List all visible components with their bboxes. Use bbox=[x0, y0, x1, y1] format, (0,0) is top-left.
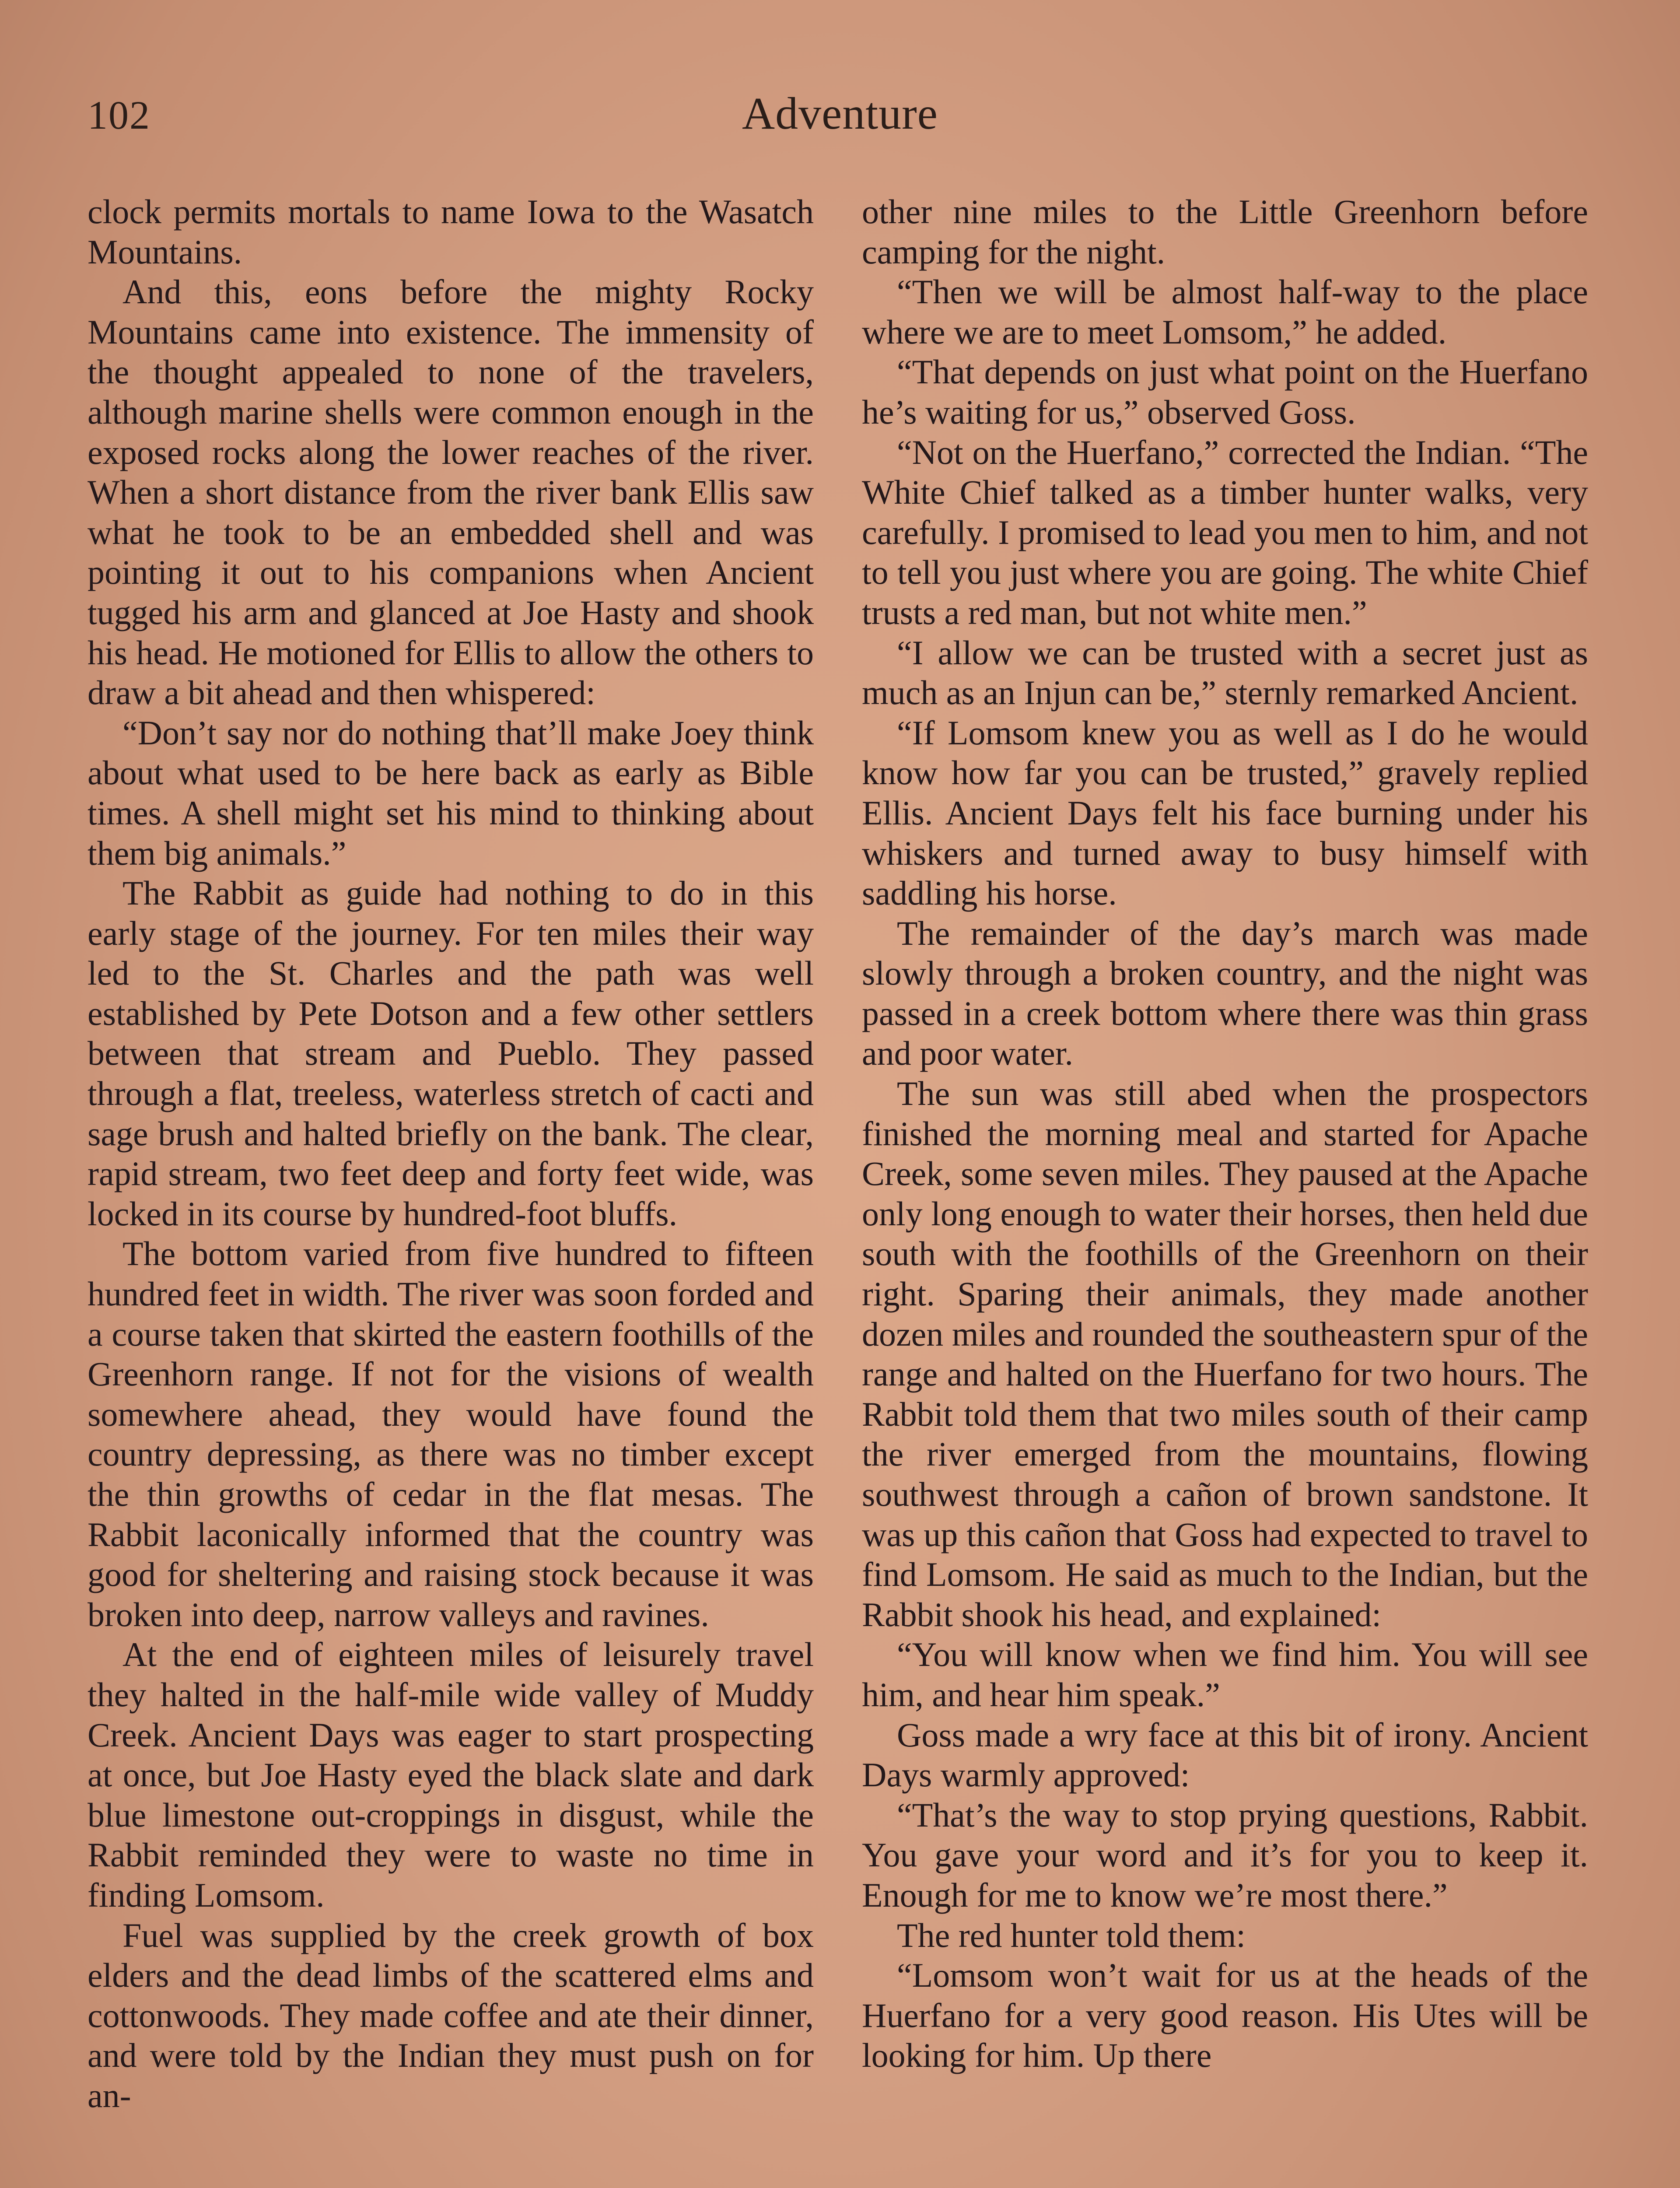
left-column bbox=[88, 192, 814, 2116]
paragraph: “Lomsom won’t wait for us at the heads of the Huerfano for a very good reason. His Utes will be looking for him. Up there bbox=[862, 1956, 1588, 2075]
paragraph: Fuel was supplied by the creek growth of box elders and the dead limbs of the scattered elms and cottonwoods. They made coffee and ate their dinner, and were told by the Indian they must push on for an- bbox=[88, 1916, 814, 2114]
page-number: 102 bbox=[88, 93, 150, 137]
paragraph: The bottom varied from five hundred to fifteen hundred feet in width. The river was soon forded and a course taken that skirted the eastern foothills of the Greenhorn range. If not for the visions of wealth somewhere ahead, they would have found the country depressing, as there was no timber except the thin growths of cedar in the flat mesas. The Rabbit laconically informed that the country was good for sheltering and raising stock because it was broken into deep, narrow valleys and ravines. bbox=[88, 1234, 814, 1634]
paragraph: The sun was still abed when the prospectors finished the morning meal and started for Apache Creek, some seven miles. They paused at the Apache only long enough to water their horses, then held due south with the foothills of the Greenhorn on their right. Sparing their animals, they made another dozen miles and rounded the southeastern spur of the range and halted on the Huerfano for two hours. The Rabbit told them that two miles south of their camp the river emerged from the mountains, flowing southwest through a cañon of brown sandstone. It was up this cañon that Goss had expected to travel to find Lomsom. He said as much to the Indian, but the Rabbit shook his head, and explained: bbox=[862, 1074, 1588, 1634]
paragraph: “You will know when we find him. You will see him, and hear him speak.” bbox=[862, 1635, 1588, 1714]
running-title: Adventure bbox=[742, 88, 938, 139]
paragraph: “Don’t say nor do nothing that’ll make Joey think about what used to be here back as early as Bible times. A shell might set his mind to thinking about them big animals.” bbox=[88, 713, 814, 872]
paragraph: At the end of eighteen miles of leisurely travel they halted in the half-mile wide valley of Muddy Creek. Ancient Days was eager to start prospecting at once, but Joe Hasty eyed the black slate and dark blue limestone out-croppings in disgust, while the Rabbit reminded they were to waste no time in finding Lomsom. bbox=[88, 1635, 814, 1914]
paragraph: Goss made a wry face at this bit of irony. Ancient Days warmly approved: bbox=[862, 1715, 1588, 1794]
paragraph: “I allow we can be trusted with a secret just as much as an Injun can be,” sternly remarked Ancient. bbox=[862, 633, 1588, 712]
paragraph: “If Lomsom knew you as well as I do he would know how far you can be trusted,” gravely replied Ellis. Ancient Days felt his face burning under his whiskers and turned away to busy himself with saddling his horse. bbox=[862, 713, 1588, 912]
paragraph: clock permits mortals to name Iowa to the Wasatch Mountains. bbox=[88, 193, 814, 271]
paragraph: The remainder of the day’s march was made slowly through a broken country, and the night was passed in a creek bottom where there was thin grass and poor water. bbox=[862, 914, 1588, 1073]
page-header bbox=[88, 88, 1592, 153]
right-column bbox=[862, 192, 1588, 2076]
paragraph: “Then we will be almost half-way to the place where we are to meet Lomsom,” he added. bbox=[862, 273, 1588, 351]
paragraph: “Not on the Huerfano,” corrected the Indian. “The White Chief talked as a timber hunter walks, very carefully. I promised to lead you men to him, and not to tell you just where you are going. The white Chief trusts a red man, but not white men.” bbox=[862, 433, 1588, 631]
paragraph: The red hunter told them: bbox=[897, 1916, 1246, 1954]
paragraph: “That’s the way to stop prying questions, Rabbit. You gave your word and it’s for you to keep it. Enough for me to know we’re most there.” bbox=[862, 1795, 1588, 1914]
paragraph: “That depends on just what point on the Huerfano he’s waiting for us,” observed Goss. bbox=[862, 353, 1588, 431]
paragraph: The Rabbit as guide had nothing to do in this early stage of the journey. For ten miles their way led to the St. Charles and the path was well established by Pete Dotson and a few other settlers between that stream and Pueblo. They passed through a flat, treeless, waterless stretch of cacti and sage brush and halted briefly on the bank. The clear, rapid stream, two feet deep and forty feet wide, was locked in its course by hundred-foot bluffs. bbox=[88, 874, 814, 1233]
paragraph: other nine miles to the Little Greenhorn before camping for the night. bbox=[862, 193, 1588, 271]
paragraph: And this, eons before the mighty Rocky Mountains came into existence. The immensity of the thought appealed to none of the travelers, although marine shells were common enough in the exposed rocks along the lower reaches of the river. When a short distance from the river bank Ellis saw what he took to be an embedded shell and was pointing it out to his companions when Ancient tugged his arm and glanced at Joe Hasty and shook his head. He motioned for Ellis to allow the others to draw a bit ahead and then whispered: bbox=[88, 273, 814, 712]
